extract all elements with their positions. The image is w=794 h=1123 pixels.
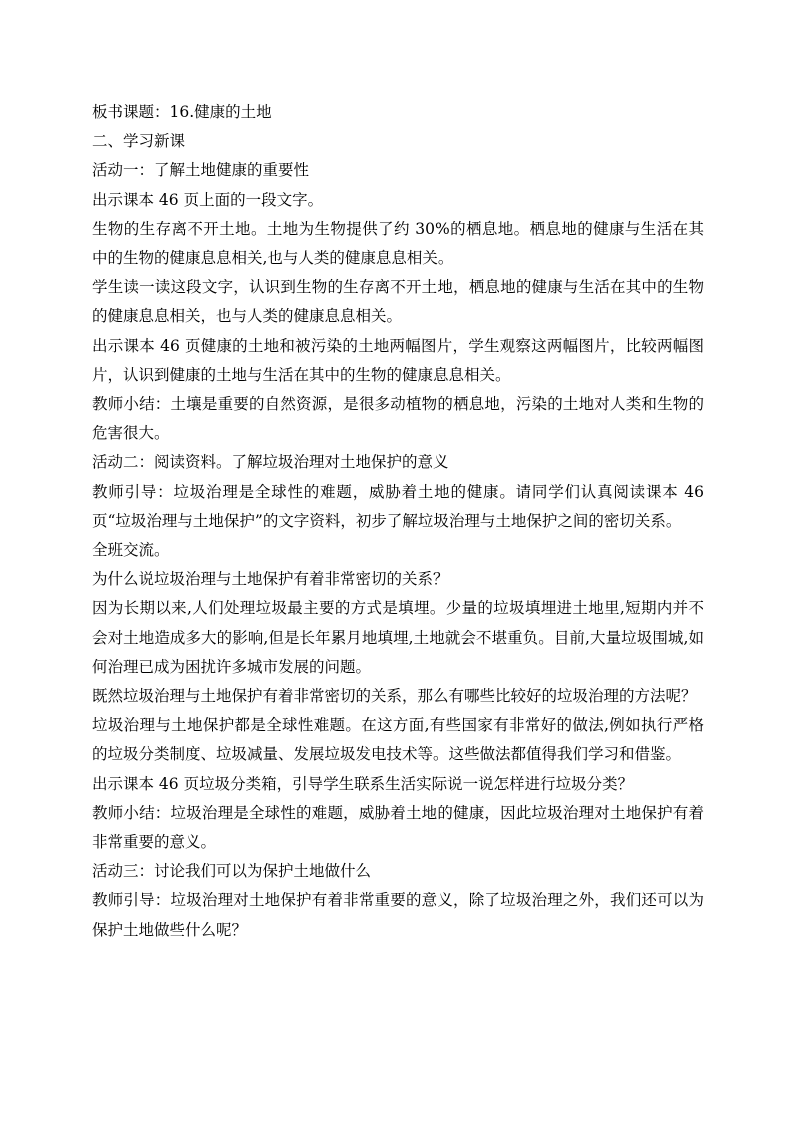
paragraph: 学生读一读这段文字，认识到生物的生存离不开土地，栖息地的健康与生活在其中的生物的健康息息相关，也与人类的健康息息相关。 [92, 278, 704, 326]
paragraph: 出示课本 46 页上面的一段文字。 [92, 190, 324, 209]
paragraph: 出示课本 46 页健康的土地和被污染的土地两幅图片，学生观察这两幅图片，比较两幅图片，认识到健康的土地与生活在其中的生物的健康息息相关。 [92, 336, 704, 384]
activity-two-heading: 活动二：阅读资料。了解垃圾治理对土地保护的意义 [92, 453, 449, 472]
paragraph: 出示课本 46 页垃圾分类箱，引导学生联系生活实际说一说怎样进行垃圾分类？ [92, 774, 634, 793]
document-body [92, 98, 704, 945]
activity-one-heading: 活动一：了解土地健康的重要性 [92, 161, 310, 180]
paragraph: 全班交流。 [92, 541, 170, 560]
paragraph: 垃圾治理与土地保护都是全球性难题。在这方面,有些国家有非常好的做法,例如执行严格的垃圾分类制度、垃圾减量、发展垃圾发电技术等。这些做法都值得我们学习和借鉴。 [92, 716, 704, 764]
teacher-summary-paragraph: 教师小结：土壤是重要的自然资源，是很多动植物的栖息地，污染的土地对人类和生物的危害很大。 [92, 395, 704, 443]
question-paragraph: 既然垃圾治理与土地保护有着非常密切的关系，那么有哪些比较好的垃圾治理的方法呢？ [92, 687, 697, 706]
paragraph: 因为长期以来,人们处理垃圾最主要的方式是填埋。少量的垃圾填埋进土地里,短期内并不会对土地造成多大的影响,但是长年累月地填埋,土地就会不堪重负。目前,大量垃圾围城,如何治理已成为困扰许多城市发展的问题。 [92, 599, 704, 676]
paragraph: 生物的生存离不开土地。土地为生物提供了约 30%的栖息地。栖息地的健康与生活在其中的生物的健康息息相关,也与人类的健康息息相关。 [92, 219, 704, 268]
section-heading-new-lesson: 二、学习新课 [92, 132, 186, 151]
board-title-line: 板书课题：16.健康的土地 [92, 103, 272, 121]
teacher-guidance-paragraph: 教师引导：垃圾治理是全球性的难题，威胁着土地的健康。请同学们认真阅读课本 46 页“垃圾治理与土地保护”的文字资料，初步了解垃圾治理与土地保护之间的密切关系。 [92, 482, 704, 530]
teacher-guidance-paragraph: 教师引导：垃圾治理对土地保护有着非常重要的意义，除了垃圾治理之外，我们还可以为保护土地做些什么呢？ [92, 891, 704, 939]
teacher-summary-paragraph: 教师小结：垃圾治理是全球性的难题，威胁着土地的健康，因此垃圾治理对土地保护有着非常重要的意义。 [92, 803, 704, 852]
question-paragraph: 为什么说垃圾治理与土地保护有着非常密切的关系？ [92, 570, 449, 589]
activity-three-heading: 活动三：讨论我们可以为保护土地做什么 [92, 862, 372, 881]
